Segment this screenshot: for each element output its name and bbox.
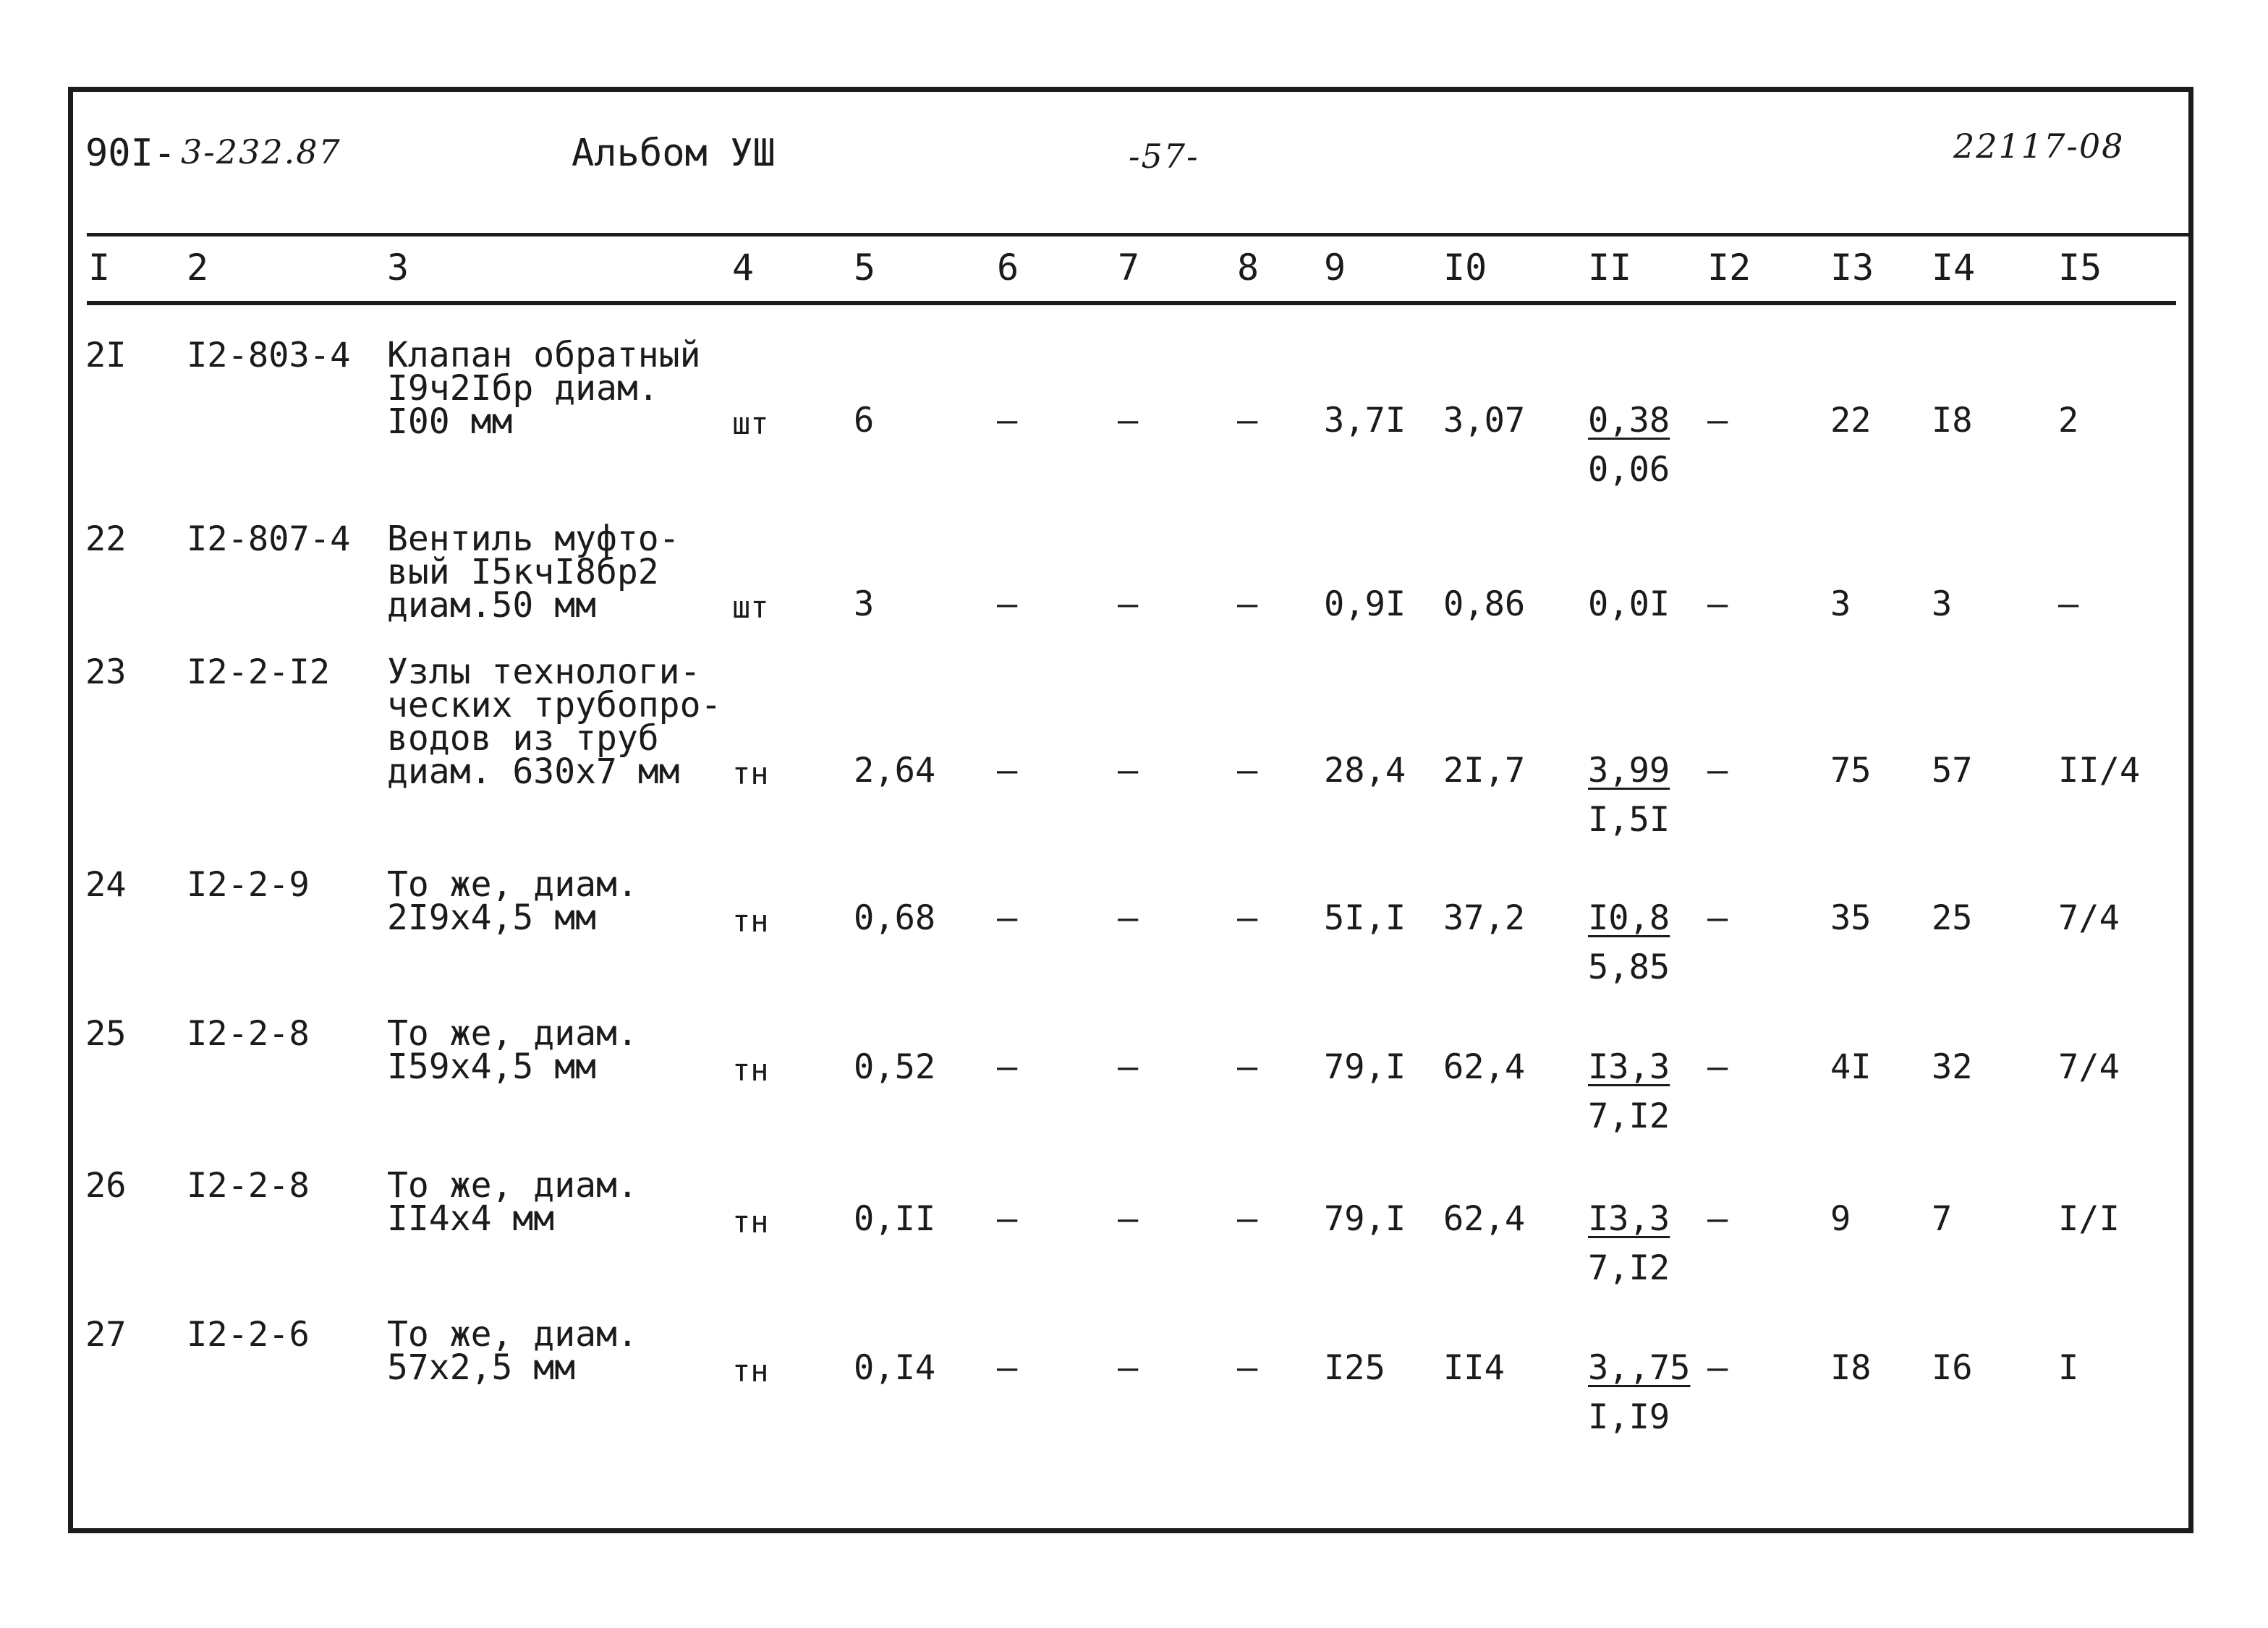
item-description-line: 2I9х4,5 мм <box>387 898 596 938</box>
cell-col11-top: I3,3 <box>1588 1047 1670 1087</box>
cell-col10: 37,2 <box>1443 898 1526 938</box>
cell-col14: 57 <box>1932 751 1973 790</box>
cell-col12: – <box>1707 1348 1728 1388</box>
column-number: I3 <box>1830 247 1874 289</box>
doc-code-printed: 90I- <box>85 132 177 175</box>
cell-col6: – <box>997 1348 1018 1388</box>
column-number: 8 <box>1237 247 1260 289</box>
item-description-line: ческих трубопро- <box>387 685 722 725</box>
unit: тн <box>732 1353 769 1389</box>
cell-col13: 4I <box>1830 1047 1872 1087</box>
row-number: 24 <box>85 865 127 905</box>
item-description-line: I00 мм <box>387 401 513 442</box>
cell-col13: 75 <box>1830 751 1872 790</box>
cell-col11-bottom: 7,I2 <box>1588 1248 1670 1288</box>
column-number: 2 <box>187 247 209 289</box>
item-description-line: 57х2,5 мм <box>387 1347 576 1388</box>
cell-col6: – <box>997 1047 1018 1087</box>
cell-col7: – <box>1118 751 1139 790</box>
column-number: I5 <box>2058 247 2102 289</box>
item-description-line: I9ч2Iбр диам. <box>387 368 659 409</box>
cell-col15: 7/4 <box>2058 1047 2120 1087</box>
column-number: I0 <box>1443 247 1487 289</box>
cell-col6: – <box>997 751 1018 790</box>
quantity: 2,64 <box>854 751 936 790</box>
cell-col9: 3,7I <box>1324 401 1406 440</box>
cell-col12: – <box>1707 1047 1728 1087</box>
album-title: Альбом УШ <box>572 132 776 175</box>
row-number: 25 <box>85 1014 127 1054</box>
page-number: -57- <box>1129 137 1199 176</box>
cell-col9: 28,4 <box>1324 751 1406 790</box>
row-number: 27 <box>85 1315 127 1355</box>
cell-col9: I25 <box>1324 1348 1385 1388</box>
cell-col10: 3,07 <box>1443 401 1526 440</box>
item-description-line: То же, диам. <box>387 864 638 905</box>
cell-col10: 2I,7 <box>1443 751 1526 790</box>
column-number: I2 <box>1707 247 1751 289</box>
quantity: 0,II <box>854 1199 936 1239</box>
cell-col11-bottom: 5,85 <box>1588 947 1670 987</box>
cell-col11-bottom: 0,06 <box>1588 450 1670 490</box>
cell-col15: 7/4 <box>2058 898 2120 938</box>
item-code: I2-2-6 <box>187 1315 310 1355</box>
column-number: 6 <box>997 247 1019 289</box>
row-number: 23 <box>85 652 127 692</box>
item-code: I2-2-8 <box>187 1014 310 1054</box>
quantity: 0,I4 <box>854 1348 936 1388</box>
cell-col10: 62,4 <box>1443 1047 1526 1087</box>
cell-col14: 32 <box>1932 1047 1973 1087</box>
item-description-line: Узлы технологи- <box>387 652 701 692</box>
item-code: I2-2-9 <box>187 865 310 905</box>
cell-col14: I8 <box>1932 401 1973 440</box>
item-description-line: диам. 630х7 мм <box>387 751 680 792</box>
cell-col13: 35 <box>1830 898 1872 938</box>
cell-col12: – <box>1707 584 1728 624</box>
cell-col12: – <box>1707 898 1728 938</box>
document-number: 22117-08 <box>1953 127 2125 166</box>
item-description-line: То же, диам. <box>387 1165 638 1206</box>
item-code: I2-2-I2 <box>187 652 331 692</box>
cell-col7: – <box>1118 1348 1139 1388</box>
item-description-line: вый I5кчI8бр2 <box>387 552 659 592</box>
cell-col9: 5I,I <box>1324 898 1406 938</box>
unit: шт <box>732 589 769 625</box>
cell-col15: I/I <box>2058 1199 2120 1239</box>
cell-col15: – <box>2058 584 2079 624</box>
item-description-line: I59х4,5 мм <box>387 1047 596 1087</box>
cell-col11-top: 0,38 <box>1588 401 1670 440</box>
cell-col15: 2 <box>2058 401 2079 440</box>
quantity: 3 <box>854 584 875 624</box>
cell-col14: 25 <box>1932 898 1973 938</box>
cell-col6: – <box>997 584 1018 624</box>
quantity: 0,52 <box>854 1047 936 1087</box>
cell-col9: 79,I <box>1324 1047 1406 1087</box>
column-number: 7 <box>1118 247 1140 289</box>
cell-col9: 79,I <box>1324 1199 1406 1239</box>
item-code: I2-803-4 <box>187 336 351 375</box>
item-description-line: водов из труб <box>387 718 659 759</box>
header-divider <box>87 233 2193 236</box>
item-description-line: Вентиль муфто- <box>387 519 680 559</box>
cell-col14: 7 <box>1932 1199 1953 1239</box>
item-code: I2-2-8 <box>187 1166 310 1206</box>
cell-col11-top: 3,99 <box>1588 751 1670 790</box>
cell-col13: I8 <box>1830 1348 1872 1388</box>
cell-col8: – <box>1237 898 1258 938</box>
cell-col8: – <box>1237 1348 1258 1388</box>
cell-col7: – <box>1118 1047 1139 1087</box>
cell-col9: 0,9I <box>1324 584 1406 624</box>
cell-col11-top: I0,8 <box>1588 898 1670 938</box>
cell-col13: 9 <box>1830 1199 1851 1239</box>
cell-col12: – <box>1707 1199 1728 1239</box>
unit: тн <box>732 903 769 939</box>
column-number: I <box>88 247 111 289</box>
column-number: 3 <box>387 247 409 289</box>
cell-col10: 62,4 <box>1443 1199 1526 1239</box>
cell-col10: 0,86 <box>1443 584 1526 624</box>
cell-col13: 22 <box>1830 401 1872 440</box>
cell-col8: – <box>1237 1047 1258 1087</box>
doc-code-handwritten: 3-232.87 <box>181 132 341 171</box>
cell-col11-top: 3,,75 <box>1588 1348 1691 1388</box>
column-header-divider <box>87 301 2176 305</box>
cell-col8: – <box>1237 1199 1258 1239</box>
unit: тн <box>732 1052 769 1088</box>
item-description-line: Клапан обратный <box>387 335 701 375</box>
cell-col11-top: I3,3 <box>1588 1199 1670 1239</box>
cell-col7: – <box>1118 584 1139 624</box>
unit: тн <box>732 756 769 791</box>
cell-col14: 3 <box>1932 584 1953 624</box>
item-description-line: диам.50 мм <box>387 585 596 626</box>
column-number: 5 <box>854 247 876 289</box>
cell-col7: – <box>1118 1199 1139 1239</box>
row-number: 26 <box>85 1166 127 1206</box>
column-number: I4 <box>1932 247 1976 289</box>
cell-col11-bottom: I,5I <box>1588 800 1670 840</box>
column-number: 4 <box>732 247 755 289</box>
cell-col6: – <box>997 401 1018 440</box>
cell-col10: II4 <box>1443 1348 1505 1388</box>
quantity: 6 <box>854 401 875 440</box>
unit: шт <box>732 406 769 441</box>
unit: тн <box>732 1204 769 1240</box>
cell-col12: – <box>1707 401 1728 440</box>
cell-col7: – <box>1118 401 1139 440</box>
cell-col13: 3 <box>1830 584 1851 624</box>
row-number: 22 <box>85 519 127 559</box>
cell-col12: – <box>1707 751 1728 790</box>
column-number: II <box>1588 247 1632 289</box>
item-description-line: То же, диам. <box>387 1314 638 1355</box>
item-description-line: То же, диам. <box>387 1013 638 1054</box>
cell-col14: I6 <box>1932 1348 1973 1388</box>
row-number: 2I <box>85 336 127 375</box>
cell-col15: I <box>2058 1348 2079 1388</box>
cell-col8: – <box>1237 584 1258 624</box>
cell-col15: II/4 <box>2058 751 2141 790</box>
cell-col6: – <box>997 898 1018 938</box>
column-number: 9 <box>1324 247 1346 289</box>
quantity: 0,68 <box>854 898 936 938</box>
item-code: I2-807-4 <box>187 519 351 559</box>
cell-col11-bottom: 7,I2 <box>1588 1096 1670 1136</box>
item-description-line: II4х4 мм <box>387 1198 555 1239</box>
cell-col6: – <box>997 1199 1018 1239</box>
cell-col8: – <box>1237 401 1258 440</box>
cell-col11-bottom: I,I9 <box>1588 1397 1670 1437</box>
cell-col7: – <box>1118 898 1139 938</box>
cell-col8: – <box>1237 751 1258 790</box>
cell-col11-top: 0,0I <box>1588 584 1670 624</box>
